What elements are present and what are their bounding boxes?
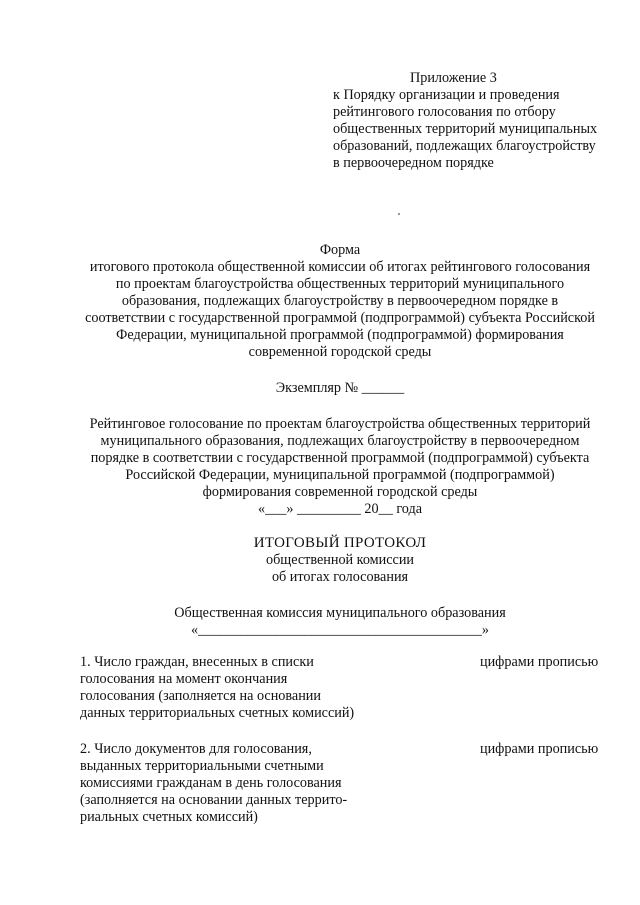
appendix-line: рейтингового голосования по отбору	[333, 104, 556, 120]
appendix-line: общественных территорий муниципальных	[333, 121, 598, 137]
commission-block	[20, 605, 640, 639]
intro-line: формирования современной городской среды	[202, 484, 478, 500]
protocol-heading: ИТОГОВЫЙ ПРОТОКОЛ	[253, 535, 427, 551]
intro-line: порядке в соответствии с государственной программой (подпрограммой) субъекта	[90, 450, 590, 466]
item-line: голосования на момент окончания	[80, 671, 288, 687]
intro-block	[20, 416, 640, 518]
protocol-item	[80, 654, 400, 722]
appendix-line: в первоочередном порядке	[333, 155, 494, 171]
commission-label: Общественная комиссия муниципального образования	[174, 605, 506, 621]
intro-line: Российской Федерации, муниципальной программой (подпрограммой)	[125, 467, 555, 483]
item-line: риальных счетных комиссий)	[80, 809, 258, 825]
scan-speck	[398, 213, 400, 215]
appendix-line: образований, подлежащих благоустройству	[333, 138, 596, 154]
commission-name-blank: «________________________________________»	[191, 622, 489, 638]
form-title: Форма	[319, 242, 361, 258]
protocol-heading-block	[20, 535, 640, 586]
protocol-subheading: об итогах голосования	[271, 569, 409, 585]
date-line: «___» _________ 20__ года	[258, 501, 422, 517]
item-line: (заполняется на основании данных террито-	[80, 792, 348, 808]
copy-number: Экземпляр № ______	[275, 380, 405, 396]
item-line: голосования (заполняется на основании	[80, 688, 321, 704]
form-line: по проектам благоустройства общественных территорий муниципального	[115, 276, 565, 292]
item-line: данных территориальных счетных комиссий)	[80, 705, 355, 721]
item-line: комиссиями гражданам в день голосования	[80, 775, 342, 791]
item-columns-label: цифрами прописью	[480, 654, 599, 670]
item-line: 1. Число граждан, внесенных в списки	[80, 654, 314, 670]
form-line: итогового протокола общественной комиссии об итогах рейтингового голосования	[89, 259, 591, 275]
protocol-item	[80, 741, 400, 826]
item-line: 2. Число документов для голосования,	[80, 741, 312, 757]
appendix-line: к Порядку организации и проведения	[333, 87, 560, 103]
item-line: выданных территориальными счетными	[80, 758, 324, 774]
appendix-title: Приложение 3	[410, 70, 497, 86]
form-line: Федерации, муниципальной программой (подпрограммой) формирования	[116, 327, 564, 343]
intro-line: муниципального образования, подлежащих благоустройству в первоочередном	[100, 433, 580, 449]
form-line: образования, подлежащих благоустройству в первоочередном порядке в	[121, 293, 559, 309]
form-title-block	[20, 242, 640, 361]
intro-line: Рейтинговое голосование по проектам благоустройства общественных территорий	[89, 416, 591, 432]
item-columns-label: цифрами прописью	[480, 741, 599, 757]
appendix-header	[333, 70, 633, 172]
form-line: соответствии с государственной программой (подпрограммой) субъекта Российской	[85, 310, 595, 326]
protocol-subheading: общественной комиссии	[265, 552, 415, 568]
form-line: современной городской среды	[248, 344, 432, 360]
